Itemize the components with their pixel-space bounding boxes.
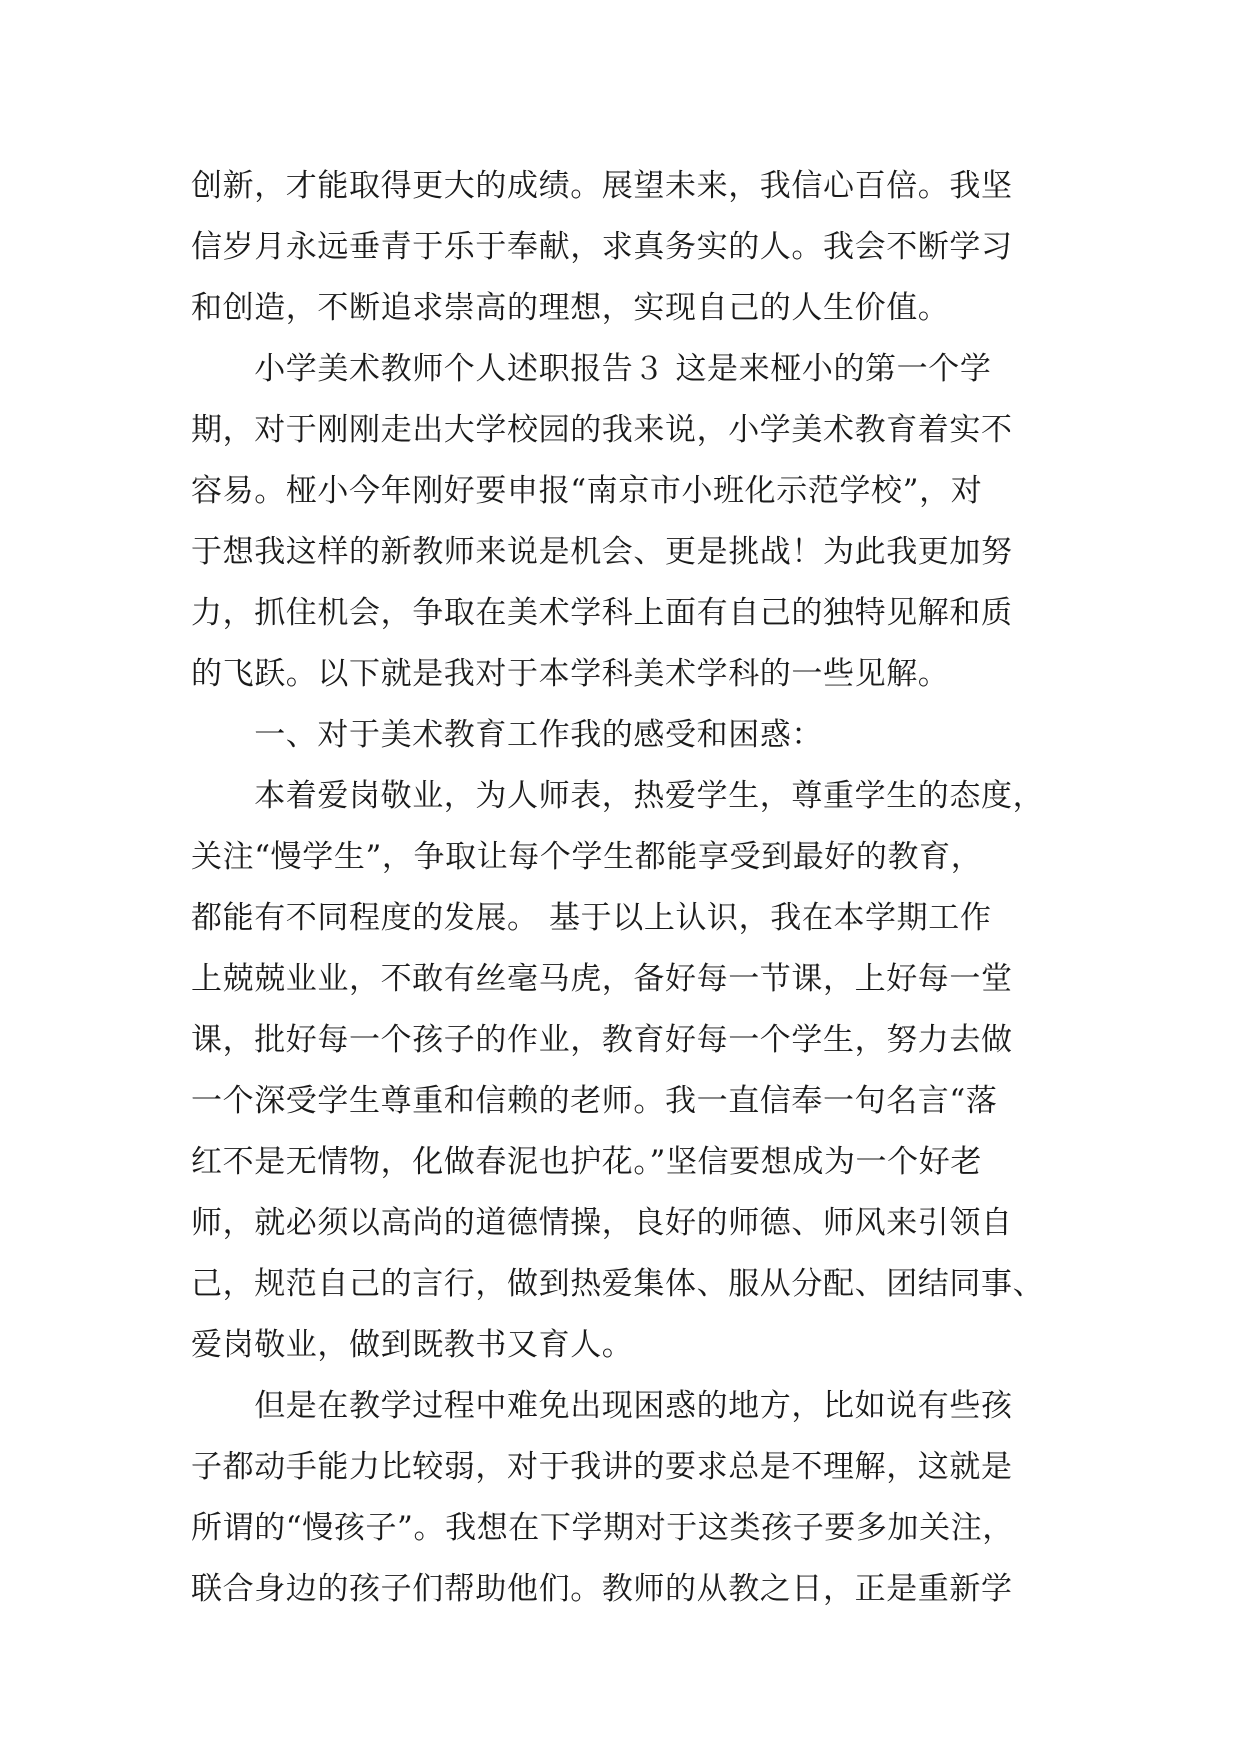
text-line: 师，就必须以高尚的道德情操，良好的师德、师风来引领自 [191,1205,1013,1241]
text-line: 一、对于美术教育工作我的感受和困惑： [191,717,823,753]
text-line: 的飞跃。以下就是我对于本学科美术学科的一些见解。 [191,656,950,692]
text-line: 联合身边的孩子们帮助他们。教师的从教之日，正是重新学 [191,1571,1013,1607]
text-line: 于想我这样的新教师来说是机会、更是挑战！为此我更加努 [191,534,1013,570]
text-line: 红不是无情物，化做春泥也护花。”坚信要想成为一个好老 [191,1144,982,1180]
text-line: 创新，才能取得更大的成绩。展望未来，我信心百倍。我坚 [191,168,1013,204]
text-line: 上兢兢业业，不敢有丝毫马虎，备好每一节课，上好每一堂 [191,961,1013,997]
document-body [191,156,1051,1620]
text-line: 子都动手能力比较弱，对于我讲的要求总是不理解，这就是 [191,1449,1013,1485]
text-line: 和创造，不断追求崇高的理想，实现自己的人生价值。 [191,290,950,326]
text-line: 期，对于刚刚走出大学校园的我来说，小学美术教育着实不 [191,412,1013,448]
text-line: 所谓的“慢孩子”。我想在下学期对于这类孩子要多加关注， [191,1510,1014,1546]
text-line: 力，抓住机会，争取在美术学科上面有自己的独特见解和质 [191,595,1013,631]
text-line: 信岁月永远垂青于乐于奉献，求真务实的人。我会不断学习 [191,229,1013,265]
text-line: 但是在教学过程中难免出现困惑的地方，比如说有些孩 [191,1388,1013,1424]
text-line: 关注“慢学生”，争取让每个学生都能享受到最好的教育， [191,839,983,875]
text-line: 己，规范自己的言行，做到热爱集体、服从分配、团结同事、 [191,1266,1045,1302]
text-line: 课，批好每一个孩子的作业，教育好每一个学生，努力去做 [191,1022,1013,1058]
text-line: 本着爱岗敬业，为人师表，热爱学生，尊重学生的态度， [191,778,1045,814]
text-line: 爱岗敬业，做到既教书又育人。 [191,1327,634,1363]
text-line: 都能有不同程度的发展。 基于以上认识，我在本学期工作 [191,900,992,936]
text-line: 小学美术教师个人述职报告３ 这是来桠小的第一个学 [191,351,992,387]
text-line: 一个深受学生尊重和信赖的老师。我一直信奉一句名言“落 [191,1083,998,1119]
text-line: 容易。桠小今年刚好要申报“南京市小班化示范学校”，对 [191,473,983,509]
